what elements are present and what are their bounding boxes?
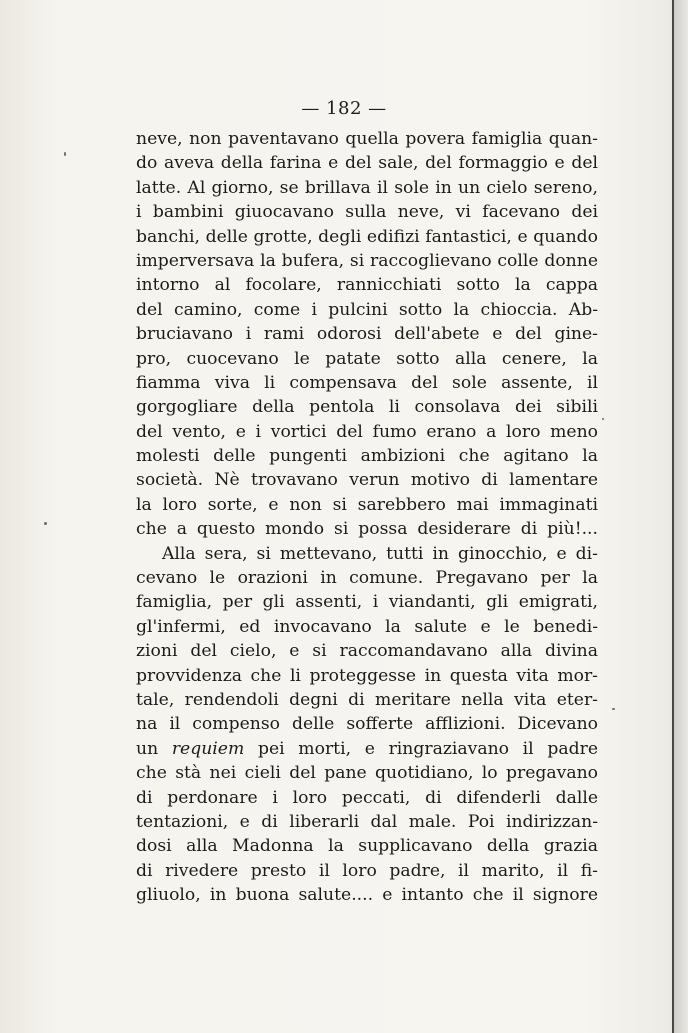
page-edge-shadow bbox=[674, 0, 688, 1033]
print-speck bbox=[44, 522, 47, 525]
text-line: gorgogliare della pentola li consolava dei sibili bbox=[136, 397, 598, 418]
text-fragment: pei morti, e ringraziavano il padre bbox=[257, 738, 598, 759]
print-speck bbox=[612, 708, 615, 710]
italic-word: requiem bbox=[171, 738, 245, 759]
text-line: gl'infermi, ed invocavano la salute e le benedi- bbox=[136, 616, 598, 637]
text-line: tentazioni, e di liberarli dal male. Poi indirizzan- bbox=[136, 811, 598, 832]
text-line: i bambini giuocavano sulla neve, vi facevano dei bbox=[136, 202, 598, 223]
text-line: Alla sera, si mettevano, tutti in ginocchio, e di- bbox=[162, 543, 598, 564]
text-line: fiamma viva li compensava del sole assente, il bbox=[136, 372, 598, 393]
print-speck bbox=[602, 418, 604, 420]
print-speck bbox=[64, 152, 66, 156]
text-line: gliuolo, in buona salute.... e intanto che il signore bbox=[136, 885, 598, 906]
text-line: dosi alla Madonna la supplicavano della grazia bbox=[136, 836, 598, 857]
text-line: do aveva della farina e del sale, del formaggio e del bbox=[136, 153, 598, 174]
text-line: società. Nè trovavano verun motivo di lamentare bbox=[136, 470, 598, 491]
text-line: zioni del cielo, e si raccomandavano alla divina bbox=[136, 641, 598, 662]
text-line: del camino, come i pulcini sotto la chioccia. Ab- bbox=[136, 299, 598, 320]
text-line: intorno al focolare, rannicchiati sotto la cappa bbox=[136, 275, 598, 296]
text-line: latte. Al giorno, se brillava il sole in un cielo sereno, bbox=[136, 177, 598, 198]
text-line: molesti delle pungenti ambizioni che agitano la bbox=[136, 446, 598, 467]
page-number: — 182 — bbox=[301, 98, 387, 119]
text-line: imperversava la bufera, si raccoglievano colle donne bbox=[136, 250, 598, 271]
text-line: na il compenso delle sofferte afflizioni. Dicevano bbox=[136, 714, 598, 735]
text-line: che stà nei cieli del pane quotidiano, lo pregavano bbox=[136, 763, 598, 784]
text-line: cevano le orazioni in comune. Pregavano per la bbox=[136, 568, 598, 589]
text-line: neve, non paventavano quella povera famiglia quan- bbox=[136, 129, 598, 149]
text-line: che a questo mondo si possa desiderare di più!... bbox=[136, 519, 598, 540]
text-line: banchi, delle grotte, degli edifizi fantastici, e quando bbox=[136, 226, 598, 247]
text-line: del vento, e i vortici del fumo erano a loro meno bbox=[136, 421, 598, 442]
body-text bbox=[136, 127, 598, 908]
text-line: famiglia, per gli assenti, i viandanti, gli emigrati, bbox=[136, 592, 598, 613]
text-line: bruciavano i rami odorosi dell'abete e del gine- bbox=[136, 324, 598, 345]
paragraph-1 bbox=[136, 127, 598, 542]
text-line: la loro sorte, e non si sarebbero mai immaginati bbox=[136, 494, 598, 515]
text-line-with-italic bbox=[136, 737, 598, 761]
text-line: provvidenza che li proteggesse in questa vita mor- bbox=[136, 665, 598, 686]
text-line: di rivedere presto il loro padre, il marito, il fi- bbox=[136, 860, 598, 881]
text-line: pro, cuocevano le patate sotto alla cenere, la bbox=[136, 348, 598, 369]
paragraph-2 bbox=[136, 542, 598, 908]
text-fragment: un bbox=[136, 738, 159, 759]
text-line: tale, rendendoli degni di meritare nella vita eter- bbox=[136, 689, 598, 710]
text-line: di perdonare i loro peccati, di difenderli dalle bbox=[136, 787, 598, 808]
page-edge-line bbox=[672, 0, 674, 1033]
